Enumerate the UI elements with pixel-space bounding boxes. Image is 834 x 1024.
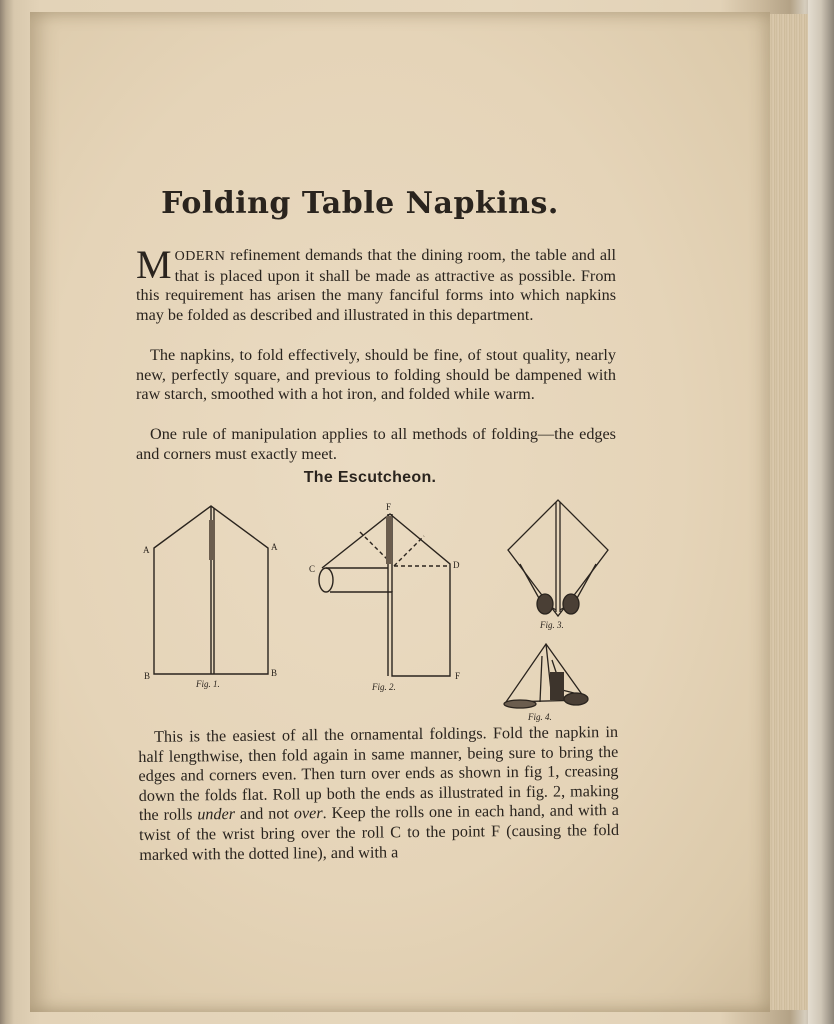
page-title: Folding Table Napkins. <box>161 186 559 221</box>
fig2-point-f-top: F <box>386 502 392 512</box>
figure-2-illustration <box>319 514 450 676</box>
figure-4-illustration <box>504 644 588 708</box>
instructions-part-1: This is the easiest of all the ornamental foldings. Fold the napkin in half lengthwise, then fold again in same manner, being sure to bring the edges and corners even. Then turn over ends as shown in fig 1, creasing down the folds flat. Roll up both the ends as illustrated in fig. 2, making the rolls <box>138 722 619 825</box>
fig2-point-d: D <box>453 560 460 570</box>
intro-lead-word: ODERN <box>174 249 226 264</box>
instructions-emphasis-under: under <box>197 805 236 824</box>
section-subtitle: The Escutcheon. <box>303 469 437 486</box>
figure-1-illustration <box>154 506 268 674</box>
fig2-caption: Fig. 2. <box>372 682 396 692</box>
instructions-part-3: . Keep the rolls one in each hand, and with a twist of the wrist bring over the roll C to the point F (causing the fold marked with the dotted line), and with a <box>139 801 620 864</box>
fig2-point-f-bottom: F <box>455 671 461 681</box>
fig1-point-b-left: B <box>144 671 151 681</box>
fig1-caption: Fig. 1. <box>196 679 220 689</box>
fig4-caption: Fig. 4. <box>528 712 552 722</box>
instructions-emphasis-over: over <box>293 804 323 823</box>
fig1-point-a-left: A <box>143 545 150 555</box>
manipulation-rule-paragraph: One rule of manipulation applies to all methods of folding—the edges and corners must exactly meet. <box>136 425 616 463</box>
escutcheon-instructions <box>138 723 619 865</box>
fig3-caption: Fig. 3. <box>540 620 564 630</box>
fig1-point-a-right: A <box>271 542 278 552</box>
intro-text: refinement demands that the dining room, the table and all that is placed upon it shall be made as attractive as possible. From this requirement has arisen the many fanciful forms into which napkins may be folded as described and illustrated in this department. <box>136 246 616 324</box>
drop-cap: M <box>136 242 172 287</box>
instructions-part-2: and not <box>234 804 294 824</box>
figure-3-illustration <box>508 500 608 616</box>
fig1-point-b-right: B <box>271 668 278 678</box>
napkin-quality-paragraph: The napkins, to fold effectively, should be fine, of stout quality, nearly new, perfectly square, and previous to folding should be dampened with raw starch, smoothed with a hot iron, and folded while warm. <box>136 346 616 404</box>
fig2-point-c: C <box>309 564 316 574</box>
